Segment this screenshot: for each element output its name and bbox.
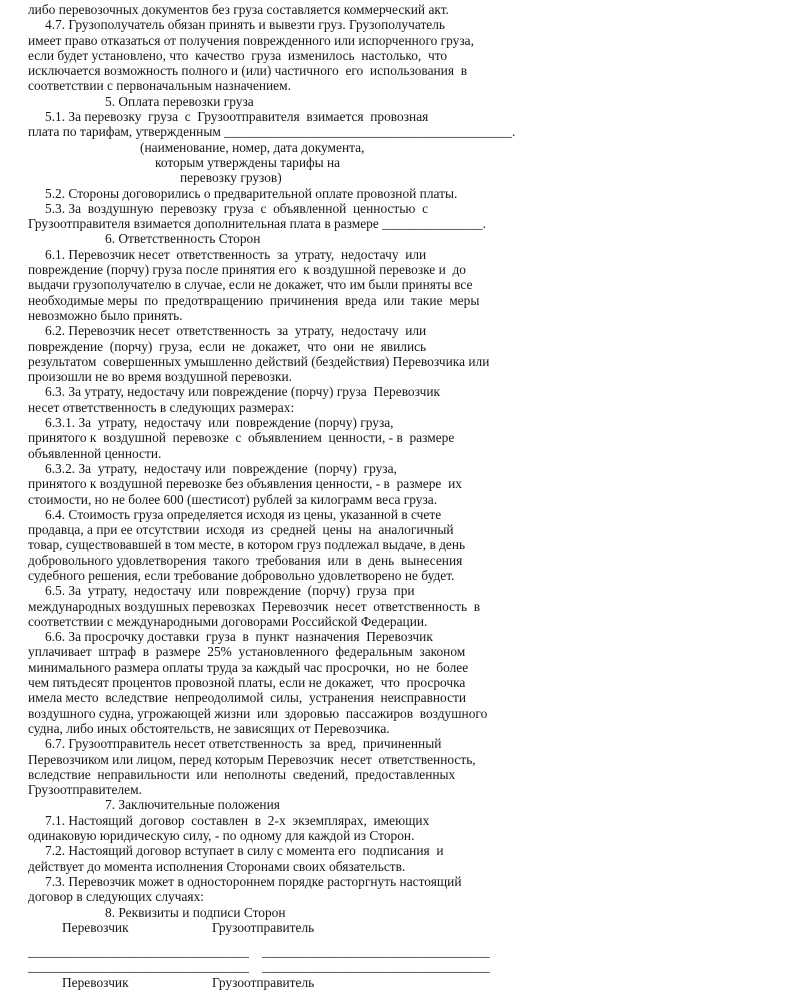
caption-line: перевозку грузов)	[180, 170, 282, 186]
contract-line: несет ответственность в следующих размерах:	[28, 399, 295, 415]
contract-line: соответствии с международными договорами Российской Федерации.	[28, 613, 428, 629]
section-heading: 6. Ответственность Сторон	[105, 231, 261, 247]
contract-paragraph-start: 6.3.1. За утрату, недостачу или повреждение (порчу) груза,	[45, 415, 394, 431]
contract-line: объявленной ценности.	[28, 445, 162, 461]
contract-line: произошли не во время воздушной перевозки.	[28, 369, 292, 385]
signature-rule-left: _________________________________	[28, 959, 249, 975]
contract-line: Грузоотправителем.	[28, 782, 142, 798]
contract-line: чем пятьдесят процентов провозной платы, если не докажет, что просрочка	[28, 675, 466, 691]
contract-line: повреждение (порчу) груза после принятия его к воздушной перевозке и до	[28, 262, 466, 278]
contract-paragraph-start: 7.3. Перевозчик может в одностороннем порядке расторгнуть настоящий	[45, 873, 462, 889]
contract-line: результатом совершенных умышленно действий (бездействия) Перевозчика или	[28, 353, 490, 369]
contract-line: вследствие неправильности или неполноты сведений, предоставленных	[28, 766, 456, 782]
contract-paragraph-start: 6.7. Грузоотправитель несет ответственность за вред, причиненный	[45, 736, 442, 752]
contract-paragraph-start: 6.1. Перевозчик несет ответственность за утрату, недостачу или	[45, 246, 427, 262]
contract-paragraph-start: 5.2. Стороны договорились о предварительной оплате провозной платы.	[45, 185, 458, 201]
section-heading: 8. Реквизиты и подписи Сторон	[105, 904, 286, 920]
contract-paragraph-start: 6.6. За просрочку доставки груза в пункт назначения Перевозчик	[45, 629, 433, 645]
signature-rule-left: _________________________________	[28, 944, 249, 960]
contract-line: Грузоотправителя взимается дополнительная плата в размере _______________.	[28, 216, 486, 232]
contract-line: принятого к воздушной перевозке без объявления ценности, - в размере их	[28, 476, 462, 492]
caption-line: которым утверждены тарифы на	[155, 154, 341, 170]
shipper-label: Грузоотправитель	[212, 974, 315, 990]
contract-line: действует до момента исполнения Сторонами своих обязательств.	[28, 858, 406, 874]
contract-line: минимального размера оплаты труда за каждый час просрочки, но не более	[28, 659, 469, 675]
signature-rule-right: __________________________________	[262, 944, 490, 960]
contract-line: необходимые меры по предотвращению причинения вреда или такие меры	[28, 292, 480, 308]
shipper-label: Грузоотправитель	[212, 919, 315, 935]
contract-paragraph-start: 5.1. За перевозку груза с Грузоотправителя взимается провозная	[45, 109, 429, 125]
contract-paragraph-start: 6.3. За утрату, недостачу или повреждение (порчу) груза Перевозчик	[45, 384, 441, 400]
contract-line: судна, либо иных обстоятельств, не зависящих от Перевозчика.	[28, 720, 390, 736]
contract-line: продавца, а при ее отсутствии исходя из средней цены на аналогичный	[28, 522, 454, 538]
contract-paragraph-start: 7.1. Настоящий договор составлен в 2-х экземплярах, имеющих	[45, 812, 430, 828]
carrier-label: Перевозчик	[62, 974, 129, 990]
contract-line: одинаковую юридическую силу, - по одному для каждой из Сторон.	[28, 828, 415, 844]
contract-paragraph-start: 6.2. Перевозчик несет ответственность за утрату, недостачу или	[45, 323, 427, 339]
contract-line: выдачи грузополучателю в случае, если не докажет, что им были приняты все	[28, 277, 473, 293]
contract-paragraph-start: 4.7. Грузополучатель обязан принять и вывезти груз. Грузополучатель	[45, 17, 446, 33]
contract-line: международных воздушных перевозках Перевозчик несет ответственность в	[28, 598, 481, 614]
contract-line: принятого к воздушной перевозке с объявлением ценности, - в размере	[28, 430, 455, 446]
contract-line: воздушного судна, угрожающей жизни или здоровью пассажиров воздушного	[28, 705, 488, 721]
contract-line: повреждение (порчу) груза, если не докажет, что они не явились	[28, 338, 427, 354]
contract-line: добровольного удовлетворения такого требования или в день вынесения	[28, 552, 463, 568]
contract-line: невозможно было принять.	[28, 307, 183, 323]
contract-line: имеет право отказаться от получения поврежденного или испорченного груза,	[28, 32, 474, 48]
contract-line: Перевозчиком или лицом, перед которым Перевозчик несет ответственность,	[28, 751, 476, 767]
contract-line: соответствии с первоначальным назначением.	[28, 78, 291, 94]
contract-paragraph-start: 7.2. Настоящий договор вступает в силу с момента его подписания и	[45, 843, 444, 859]
contract-line: имела место вследствие непреодолимой силы, устранения неисправности	[28, 690, 467, 706]
contract-paragraph-start: 5.3. За воздушную перевозку груза с объявленной ценностью с	[45, 200, 429, 216]
signature-blank-line	[28, 959, 786, 974]
contract-line: если будет установлено, что качество груза изменилось настолько, что	[28, 47, 448, 63]
contract-paragraph-start: 6.4. Стоимость груза определяется исходя из цены, указанной в счете	[45, 506, 442, 522]
contract-line: уплачивает штраф в размере 25% установленного федеральным законом	[28, 644, 466, 660]
contract-line: договор в следующих случаях:	[28, 889, 205, 905]
signature-blank-line	[28, 944, 786, 959]
signature-rule-right: __________________________________	[262, 959, 490, 975]
section-heading: 5. Оплата перевозки груза	[105, 93, 254, 109]
contract-line: стоимости, но не более 600 (шестисот) рублей за килограмм веса груза.	[28, 491, 438, 507]
contract-line: плата по тарифам, утвержденным ___________________________________________.	[28, 124, 516, 140]
caption-line: (наименование, номер, дата документа,	[140, 139, 365, 155]
signature-labels	[28, 920, 786, 935]
contract-paragraph-start: 6.5. За утрату, недостачу или повреждение (порчу) груза при	[45, 583, 415, 599]
contract-paragraph-start: 6.3.2. За утрату, недостачу или повреждение (порчу) груза,	[45, 460, 397, 476]
signature-labels	[28, 975, 786, 990]
carrier-label: Перевозчик	[62, 919, 129, 935]
section-heading: 7. Заключительные положения	[105, 797, 280, 813]
contract-line: товар, существовавшей в том месте, в котором груз подлежал выдаче, в день	[28, 537, 466, 553]
contract-line: исключается возможность полного и (или) частичного его использования в	[28, 63, 468, 79]
contract-line: судебного решения, если требование добровольно удовлетворено не будет.	[28, 567, 455, 583]
contract-line: либо перевозочных документов без груза составляется коммерческий акт.	[28, 2, 449, 17]
